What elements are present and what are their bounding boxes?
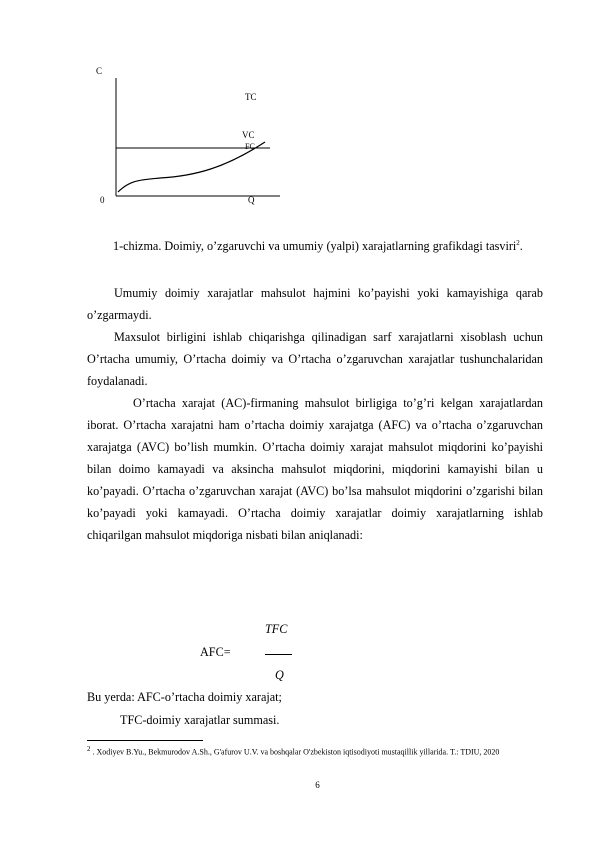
x-axis-label: Q <box>248 195 255 205</box>
cost-graph <box>85 60 300 215</box>
footnote-ref: 2 <box>516 239 520 247</box>
fraction-bar <box>265 654 292 655</box>
figure-caption: 1-chizma. Doimiy, o’zgaruvchi va umumiy (yalpi) xarajatlarning grafikdagi tasviri$^2$. <box>113 239 523 254</box>
footnote-text: . Xodiyev B.Yu., Bekmurodov A.Sh., G'afurov U.V. va boshqalar O'zbekiston iqtisodiyoti mustaqillik yillarida. T.: TDIU, 2020 <box>92 747 500 757</box>
formula-lhs: AFC= <box>200 645 231 659</box>
fc-label: FC <box>245 142 255 151</box>
footnote-number: 2 <box>87 745 91 753</box>
origin-label: 0 <box>100 195 105 205</box>
formula-denominator: Q <box>275 668 284 682</box>
paragraph-2: Maxsulot birligini ishlab chiqarishga qilinadigan sarf xarajatlarni xisoblash uchun O’rtacha umumiy, O’rtacha doimiy va O’rtacha o’zgaruvchan xarajatlar tushunchalaridan foydalanadi. <box>87 330 543 388</box>
definition-tfc: TFC-doimiy xarajatlar summasi. <box>120 713 280 727</box>
page-number: 6 <box>315 780 320 790</box>
paragraph-3: O’rtacha xarajat (AC)-firmaning mahsulot birligiga to’g’ri kelgan xarajatlardan iborat. O’rtacha xarajatni ham o’rtacha doimiy xarajatga (AFC) va o’rtacha o’zgaruvchan xarajatga (AVC) bo’lish mumkin. O’rtacha doimiy xarajat mahsulot miqdorini ko’payishi bilan doimo kamayadi va aksincha mahsulot miqdorini, miqdorini kamayishi bilan u ko’payadi. O’rtacha o’zgaruvchan xarajat (AVC) bo’lsa mahsulot miqdorini o’zgarishi bilan ko’payadi yoki kamayadi. O’rtacha doimiy xarajatlar doimiy xarajatlarning ishlab chiqarilgan mahsulot miqdoriga nisbati bilan aniqlanadi: <box>87 396 543 542</box>
footnote-rule <box>87 740 203 741</box>
caption-text: 1-chizma. Doimiy, o’zgaruvchi va umumiy (yalpi) xarajatlarning grafikdagi tasviri <box>113 239 517 254</box>
footnote <box>87 743 557 759</box>
y-axis-label: C <box>96 66 103 76</box>
cost-graph-svg <box>85 60 300 215</box>
tc-label: TC <box>245 92 257 102</box>
definition-afc: Bu yerda: AFC-o’rtacha doimiy xarajat; <box>87 690 282 704</box>
vc-label: VC <box>242 130 255 140</box>
vc-curve <box>118 142 265 192</box>
paragraph-1: Umumiy doimiy xarajatlar mahsulot hajmini ko’payishi yoki kamayishiga qarab o’zgarmaydi. <box>87 286 543 322</box>
formula-numerator: TFC <box>265 622 288 636</box>
